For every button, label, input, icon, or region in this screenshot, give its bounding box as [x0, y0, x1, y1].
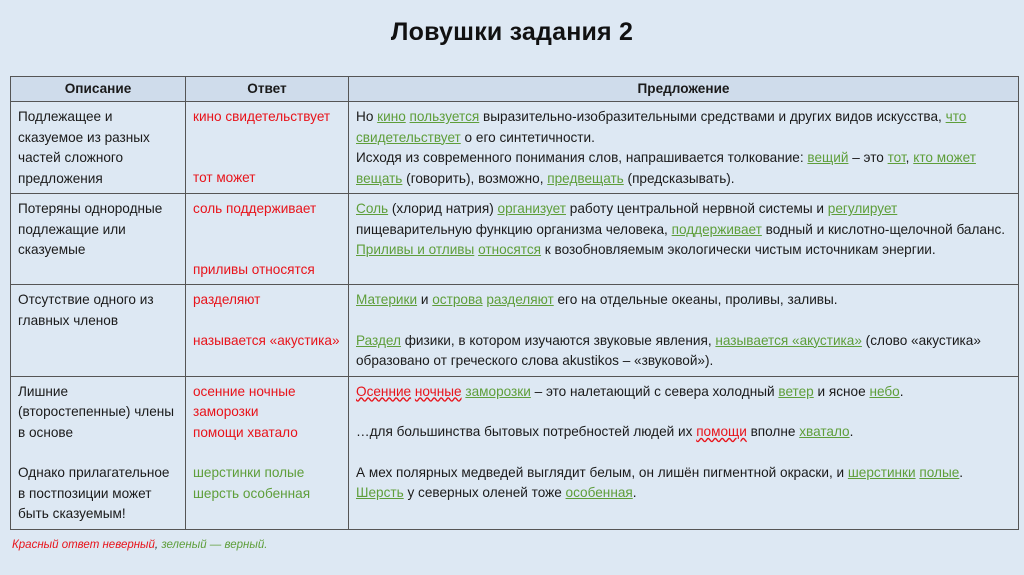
highlight-word: небо	[869, 383, 900, 399]
highlight-word: называется «акустика»	[715, 332, 862, 348]
example-sentence: Приливы и отливы относятся к возобновляемым экологически чистым источникам энергии.	[356, 242, 936, 257]
sentence-cell	[349, 376, 1019, 529]
highlight-word: заморозки	[465, 383, 531, 399]
description-cell	[11, 376, 186, 529]
page-title: Ловушки задания 2	[390, 18, 634, 46]
answer-cell	[186, 194, 349, 285]
example-sentence: А мех полярных медведей выглядит белым, он лишён пигментной окраски, и шерстинки полые.	[356, 464, 964, 480]
highlight-word: Шерсть	[356, 485, 404, 500]
wrong-answer: приливы относятся	[193, 261, 315, 277]
sentence-cell	[349, 194, 1019, 285]
highlight-word: Раздел	[356, 332, 401, 348]
header-description: Описание	[11, 77, 186, 102]
wrong-word: помощи	[696, 424, 747, 439]
highlight-word: ветер	[778, 383, 814, 399]
example-sentence: Но кино пользуется выразительно-изобразительными средствами и других видов искусства, что свидетельствует о его синтетичности.	[356, 109, 967, 145]
highlight-word: тот	[887, 150, 906, 165]
sentence-cell	[349, 285, 1019, 377]
highlight-word: шерстинки	[847, 464, 916, 480]
highlight-word: Материки	[356, 292, 418, 307]
header-answer: Ответ	[186, 77, 349, 102]
example-sentence: Соль (хлорид натрия) организует работу центральной нервной системы и регулирует пищеварительную функцию организма человека, поддерживает водный и кислотно-щелочной баланс.	[356, 201, 1006, 237]
example-sentence: Раздел физики, в котором изучаются звуковые явления, называется «акустика» (слово «акустика» образовано от греческого слова akustikos – «звуковой»).	[356, 332, 981, 368]
table-row	[11, 376, 1019, 529]
highlight-word: кто может вещать	[356, 150, 976, 186]
highlight-word: полые	[919, 464, 960, 480]
highlight-word: острова	[432, 292, 483, 307]
legend-note	[12, 539, 267, 551]
table-row	[11, 194, 1019, 285]
legend-separator: ,	[154, 539, 162, 551]
description-text: Лишние (второстепенные) члены в основе	[18, 383, 175, 440]
header-sentence: Предложение	[349, 77, 1019, 102]
highlight-word: разделяют	[486, 292, 554, 307]
highlight-word: относятся	[478, 242, 542, 257]
wrong-answer: осенние ночные заморозки	[193, 383, 296, 419]
wrong-answer: тот может	[193, 169, 256, 185]
highlight-word: поддерживает	[671, 221, 762, 237]
example-sentence: Материки и острова разделяют его на отдельные океаны, проливы, заливы.	[356, 292, 838, 307]
highlight-word: что свидетельствует	[356, 109, 967, 145]
answer-cell	[186, 285, 349, 377]
wrong-answer: соль поддерживает	[193, 201, 317, 216]
correct-answer: шерстинки полые	[193, 465, 305, 480]
answer-cell	[186, 376, 349, 529]
wrong-answer: помощи хватало	[193, 424, 298, 440]
legend-correct: зеленый — верный.	[161, 539, 268, 551]
wrong-answer: кино свидетельствует	[193, 109, 331, 124]
highlight-word: вещий	[807, 150, 849, 165]
description-cell: Подлежащее и сказуемое из разных частей сложного предложения	[11, 102, 186, 194]
highlight-word: регулирует	[827, 201, 898, 216]
wrong-answer: называется «акустика»	[193, 332, 340, 348]
table-row	[11, 102, 1019, 194]
legend-wrong: Красный ответ неверный	[12, 539, 155, 551]
description-cell: Потеряны однородные подлежащие или сказуемые	[11, 194, 186, 285]
example-sentence: Исходя из современного понимания слов, напрашивается толкование: вещий – это тот, кто может вещать (говорить), возможно, предвещать (предсказывать).	[356, 150, 976, 186]
example-sentence: Шерсть у северных оленей тоже особенная.	[356, 485, 637, 500]
highlight-word: хватало	[799, 424, 850, 439]
highlight-word: организует	[497, 201, 567, 216]
answer-cell	[186, 102, 349, 194]
highlight-word: предвещать	[547, 170, 624, 186]
description-cell: Отсутствие одного из главных членов	[11, 285, 186, 377]
traps-table	[10, 76, 1019, 530]
predicate-word: пользуется	[409, 109, 480, 124]
highlight-word: Соль	[356, 201, 389, 216]
table-row	[11, 285, 1019, 377]
example-sentence: …для большинства бытовых потребностей людей их помощи вполне хватало.	[356, 424, 854, 439]
highlight-word: особенная	[565, 485, 633, 500]
example-sentence: Осенние ночные заморозки – это налетающий с севера холодный ветер и ясное небо.	[356, 383, 904, 399]
sentence-cell	[349, 102, 1019, 194]
table-header-row	[11, 77, 1019, 102]
wrong-answer: разделяют	[193, 292, 261, 307]
wrong-word: Осенние	[356, 383, 412, 399]
wrong-word: ночные	[414, 383, 462, 399]
description-note: Однако прилагательное в постпозиции может быть сказуемым!	[18, 465, 170, 521]
correct-answer: шерсть особенная	[193, 485, 311, 501]
subject-word: кино	[377, 109, 406, 124]
highlight-word: Приливы и отливы	[356, 242, 475, 257]
